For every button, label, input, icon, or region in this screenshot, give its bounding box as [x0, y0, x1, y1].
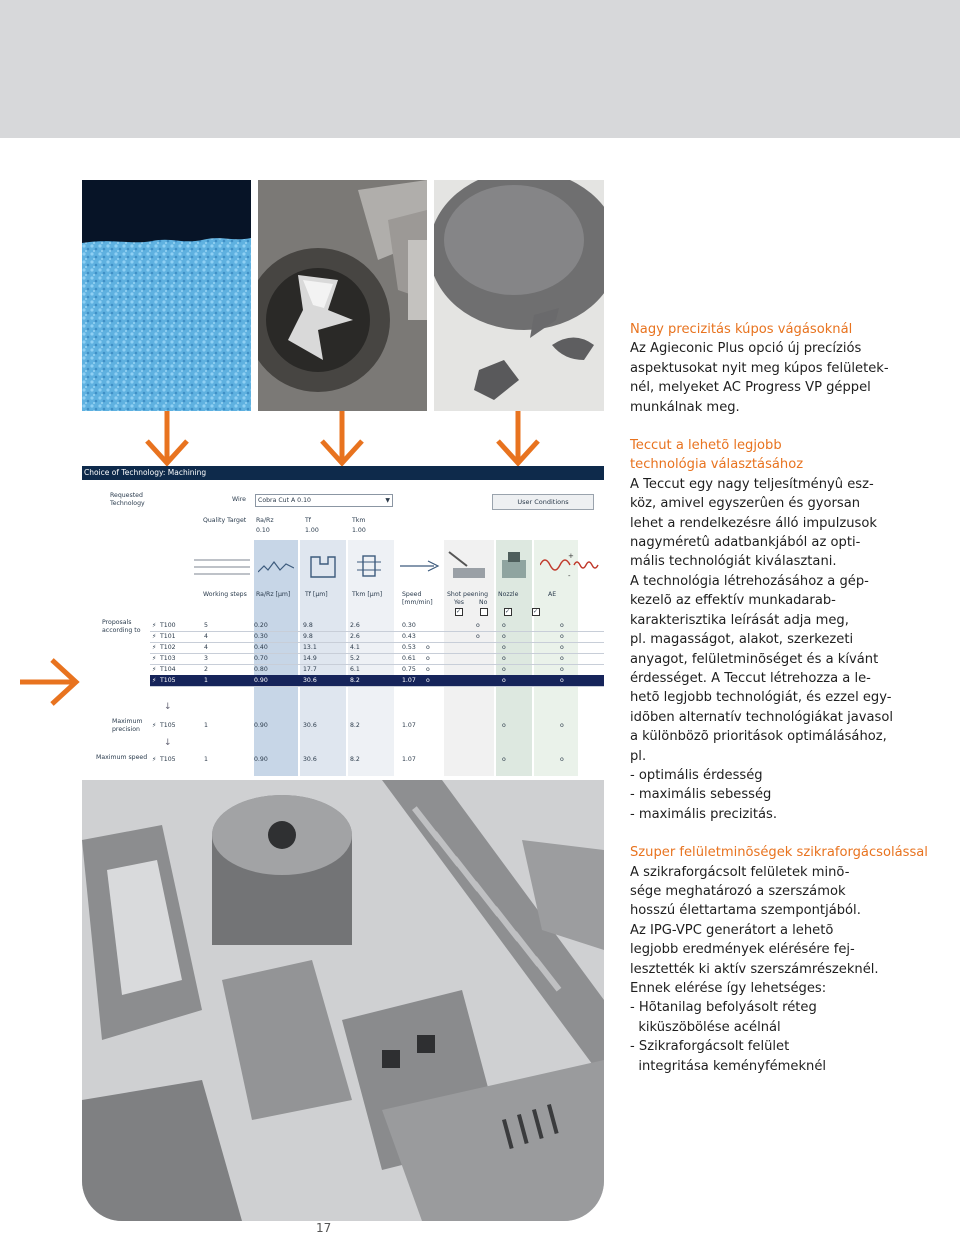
table-row[interactable] — [150, 754, 604, 765]
ae-wave-icon — [540, 550, 600, 580]
row-ra: 0.80 — [254, 666, 268, 673]
column-header-shot-peening: Shot peening — [447, 591, 489, 598]
row-icon: ⚡ — [152, 655, 157, 662]
row-ra: 0.30 — [254, 633, 268, 640]
row-tf: 30.6 — [303, 722, 317, 729]
row-icon: ⚡ — [152, 722, 157, 729]
section1-heading: Nagy precizitás kúpos vágásoknál — [630, 322, 853, 337]
text-line: érdességet. A Teccut létrehozza a le- — [630, 670, 871, 686]
row-name: T105 — [160, 756, 176, 763]
section1-body — [630, 339, 950, 417]
text-line: A technológia létrehozásához a gép- — [630, 573, 869, 589]
requested-technology-label: Requested Technology — [110, 492, 145, 507]
text-line: idõben alternatív technológiákat javasol — [630, 709, 893, 725]
row-circle-icon: o — [560, 677, 564, 684]
row-tf: 17.7 — [303, 666, 317, 673]
row-tf: 9.8 — [303, 622, 313, 629]
row-name: T102 — [160, 644, 176, 651]
quality-value-tkm: 1.00 — [352, 527, 366, 534]
shape-icon — [308, 552, 338, 580]
row-tf: 13.1 — [303, 644, 317, 651]
row-icon: ⚡ — [152, 666, 157, 673]
row-tkm: 8.2 — [350, 722, 360, 729]
row-circle-icon: o — [476, 622, 480, 629]
user-conditions-button[interactable]: User Conditions — [492, 494, 594, 510]
row-steps: 2 — [204, 666, 208, 673]
quality-header-tf: Tf — [305, 517, 311, 524]
shot-peening-no: No — [479, 599, 488, 606]
row-icon: ⚡ — [152, 633, 157, 640]
table-row[interactable] — [150, 664, 604, 675]
text-line: - maximális sebesség — [630, 787, 772, 803]
text-line: Ennek elérése így lehetséges: — [630, 981, 827, 996]
row-tf: 30.6 — [303, 677, 317, 684]
top-band — [0, 0, 960, 138]
row-tkm: 5.2 — [350, 655, 360, 662]
wire-select-value: Cobra Cut A 0.10 — [258, 497, 311, 504]
text-line: hosszú élettartama szempontjából. — [630, 903, 861, 919]
row-circle-icon: o — [502, 633, 506, 640]
row-separator — [150, 686, 604, 687]
ae-checkbox[interactable]: ✓ — [533, 608, 539, 615]
column-header-nozzle: Nozzle — [498, 591, 519, 598]
row-ra: 0.90 — [254, 756, 268, 763]
cutting-parts-svg — [258, 180, 427, 411]
column-header-tkm: Tkm [µm] — [352, 591, 383, 598]
down-arrow-icon: ↓ — [164, 702, 172, 712]
section3-heading: Szuper felületminõségek szikraforgácsolással — [630, 845, 928, 861]
row-steps: 5 — [204, 622, 208, 629]
teccut-screenshot — [82, 466, 604, 776]
row-circle-icon: o — [502, 622, 506, 629]
row-steps: 1 — [204, 722, 208, 729]
thickness-icon — [355, 552, 383, 580]
row-circle-icon: o — [560, 644, 564, 651]
table-row[interactable] — [150, 620, 604, 631]
row-tkm: 2.6 — [350, 633, 360, 640]
quality-header-tkm: Tkm — [352, 517, 366, 524]
row-circle-icon: o — [476, 633, 480, 640]
row-tf: 9.8 — [303, 633, 313, 640]
row-circle-icon: o — [502, 722, 506, 729]
surface-profile-icon — [258, 554, 294, 580]
text-column — [630, 320, 950, 1076]
surface-texture-svg — [82, 180, 251, 411]
table-row[interactable] — [150, 653, 604, 664]
row-tkm: 4.1 — [350, 644, 360, 651]
quality-target-label: Quality Target — [203, 517, 247, 524]
text-line: aspektusokat nyit meg kúpos felületek- — [630, 360, 889, 376]
speed-arrow-icon — [400, 560, 442, 572]
text-line: munkálnak meg. — [630, 399, 740, 415]
text-line: karakterisztika leírását adja meg, — [630, 612, 849, 628]
machined-parts-svg — [82, 780, 604, 1221]
text-line: - maximális precizitás. — [630, 806, 778, 822]
text-line: Az Agieconic Plus opció új precíziós — [630, 341, 862, 357]
row-icon: ⚡ — [152, 677, 157, 684]
row-ra: 0.90 — [254, 722, 268, 729]
text-line: hetõ legjobb technológiát, és ezzel egy- — [630, 690, 892, 706]
nozzle-checkbox[interactable]: ✓ — [505, 608, 511, 615]
row-tf: 14.9 — [303, 655, 317, 662]
text-line: nagyméretû adatbankjából az opti- — [630, 535, 861, 551]
row-circle-icon: o — [426, 677, 430, 684]
row-name: T105 — [160, 722, 176, 729]
row-circle-icon: o — [560, 666, 564, 673]
shot-peening-icon — [447, 550, 491, 580]
row-ra: 0.20 — [254, 622, 268, 629]
row-speed: 0.61 — [402, 655, 416, 662]
row-speed: 0.75 — [402, 666, 416, 673]
photo-cutting-parts — [258, 180, 427, 411]
row-name: T103 — [160, 655, 176, 662]
row-speed: 0.30 — [402, 622, 416, 629]
text-line: nél, melyeket AC Progress VP géppel — [630, 380, 871, 396]
wire-label: Wire — [232, 496, 246, 503]
row-ra: 0.40 — [254, 644, 268, 651]
section2-heading — [630, 436, 950, 475]
section2-body — [630, 475, 950, 824]
shot-peening-yes: Yes — [454, 599, 464, 606]
section3-body — [630, 863, 950, 1076]
row-speed: 1.07 — [402, 677, 416, 684]
nozzle-icon — [498, 550, 530, 580]
row-tkm: 6.1 — [350, 666, 360, 673]
chevron-down-icon: ▼ — [385, 497, 390, 504]
discs-svg — [434, 180, 604, 411]
row-steps: 1 — [204, 677, 208, 684]
wire-select[interactable] — [255, 494, 393, 507]
quality-value-tf: 1.00 — [305, 527, 319, 534]
column-header-ra: Ra/Rz [µm] — [256, 591, 291, 598]
window-title: Choice of Technology: Machining — [82, 466, 604, 480]
row-circle-icon: o — [560, 722, 564, 729]
text-line: A Teccut egy nagy teljesítményû esz- — [630, 476, 874, 492]
column-header-speed: Speed [mm/min] — [402, 591, 433, 606]
max-speed-label: Maximum speed — [96, 754, 148, 761]
row-circle-icon: o — [560, 655, 564, 662]
row-name: T104 — [160, 666, 176, 673]
quality-value-ra: 0.10 — [256, 527, 270, 534]
arrow-down-icon — [494, 409, 542, 467]
photo-machined-parts — [82, 780, 604, 1221]
arrow-down-icon — [143, 409, 191, 467]
arrow-right-icon — [18, 656, 80, 708]
svg-text:+: + — [568, 552, 574, 560]
text-line: lesztették ki aktív szerszámrészeknél. — [630, 961, 879, 977]
text-line: köz, amivel egyszerûen és gyorsan — [630, 496, 861, 512]
row-circle-icon: o — [426, 655, 430, 662]
text-line: sége meghatározó a szerszámok — [630, 883, 846, 899]
text-line: pl. magasságot, alakot, szerkezeti — [630, 632, 854, 648]
row-circle-icon: o — [560, 756, 564, 763]
table-row[interactable] — [150, 642, 604, 653]
text-line: A szikraforgácsolt felületek minõ- — [630, 864, 850, 880]
row-circle-icon: o — [502, 655, 506, 662]
row-icon: ⚡ — [152, 622, 157, 629]
text-line: lehet a rendelkezésre álló impulzusok — [630, 515, 877, 531]
column-header-tf: Tf [µm] — [305, 591, 328, 598]
row-speed: 1.07 — [402, 756, 416, 763]
row-steps: 1 — [204, 756, 208, 763]
page-number: 17 — [316, 1221, 332, 1235]
row-steps: 3 — [204, 655, 208, 662]
row-steps: 4 — [204, 633, 208, 640]
photo-discs — [434, 180, 604, 411]
row-circle-icon: o — [502, 756, 506, 763]
text-line: integritása keményfémeknél — [630, 1058, 827, 1074]
text-line: kezelõ az effektív munkadarab- — [630, 593, 836, 609]
svg-text:-: - — [568, 572, 571, 580]
text-line: anyagot, felületminõséget és a kívánt — [630, 651, 879, 667]
row-circle-icon: o — [426, 666, 430, 673]
row-name: T100 — [160, 622, 176, 629]
row-circle-icon: o — [560, 622, 564, 629]
working-steps-label: Working steps — [203, 591, 247, 598]
photo-surface-texture — [82, 180, 251, 411]
arrow-down-icon — [318, 409, 366, 467]
row-icon: ⚡ — [152, 644, 157, 651]
row-name: T101 — [160, 633, 176, 640]
row-circle-icon: o — [502, 666, 506, 673]
row-tkm: 8.2 — [350, 677, 360, 684]
row-tkm: 2.6 — [350, 622, 360, 629]
text-line: pl. — [630, 748, 647, 764]
quality-header-ra: Ra/Rz — [256, 517, 274, 524]
table-row[interactable] — [150, 631, 604, 642]
column-header-ae: AE — [548, 591, 557, 598]
row-circle-icon: o — [502, 644, 506, 651]
text-line: Az IPG-VPC generátort a lehetõ — [630, 922, 834, 938]
text-line: Teccut a lehetõ legjobb — [630, 438, 782, 454]
row-ra: 0.90 — [254, 677, 268, 684]
row-speed: 0.43 — [402, 633, 416, 640]
row-steps: 4 — [204, 644, 208, 651]
row-ra: 0.70 — [254, 655, 268, 662]
proposals-label: Proposals according to — [102, 619, 141, 634]
text-line: a különbözõ prioritások optimálásához, — [630, 729, 887, 745]
text-line: legjobb eredmények elérésére fej- — [630, 942, 855, 958]
row-circle-icon: o — [560, 633, 564, 640]
row-icon: ⚡ — [152, 756, 157, 763]
down-arrow-icon: ↓ — [164, 738, 172, 748]
text-line: - optimális érdesség — [630, 767, 763, 783]
text-line: mális technológiát kiválasztani. — [630, 554, 837, 570]
text-line: - Szikraforgácsolt felület — [630, 1039, 790, 1055]
text-line: technológia választásához — [630, 457, 804, 473]
row-speed: 0.53 — [402, 644, 416, 651]
max-precision-label: Maximum precision — [112, 718, 143, 733]
roughness-icon — [194, 554, 250, 580]
text-line: kiküszöbölése acélnál — [630, 1019, 781, 1035]
row-tkm: 8.2 — [350, 756, 360, 763]
row-circle-icon: o — [426, 644, 430, 651]
table-row[interactable] — [150, 720, 604, 731]
row-name: T105 — [160, 677, 176, 684]
text-line: - Hõtanilag befolyásolt réteg — [630, 1000, 817, 1016]
shot-peening-yes-checkbox[interactable]: ✓ — [456, 608, 462, 615]
shot-peening-no-checkbox[interactable] — [480, 608, 488, 616]
row-speed: 1.07 — [402, 722, 416, 729]
table-row[interactable] — [150, 675, 604, 686]
row-tf: 30.6 — [303, 756, 317, 763]
row-circle-icon: o — [502, 677, 506, 684]
